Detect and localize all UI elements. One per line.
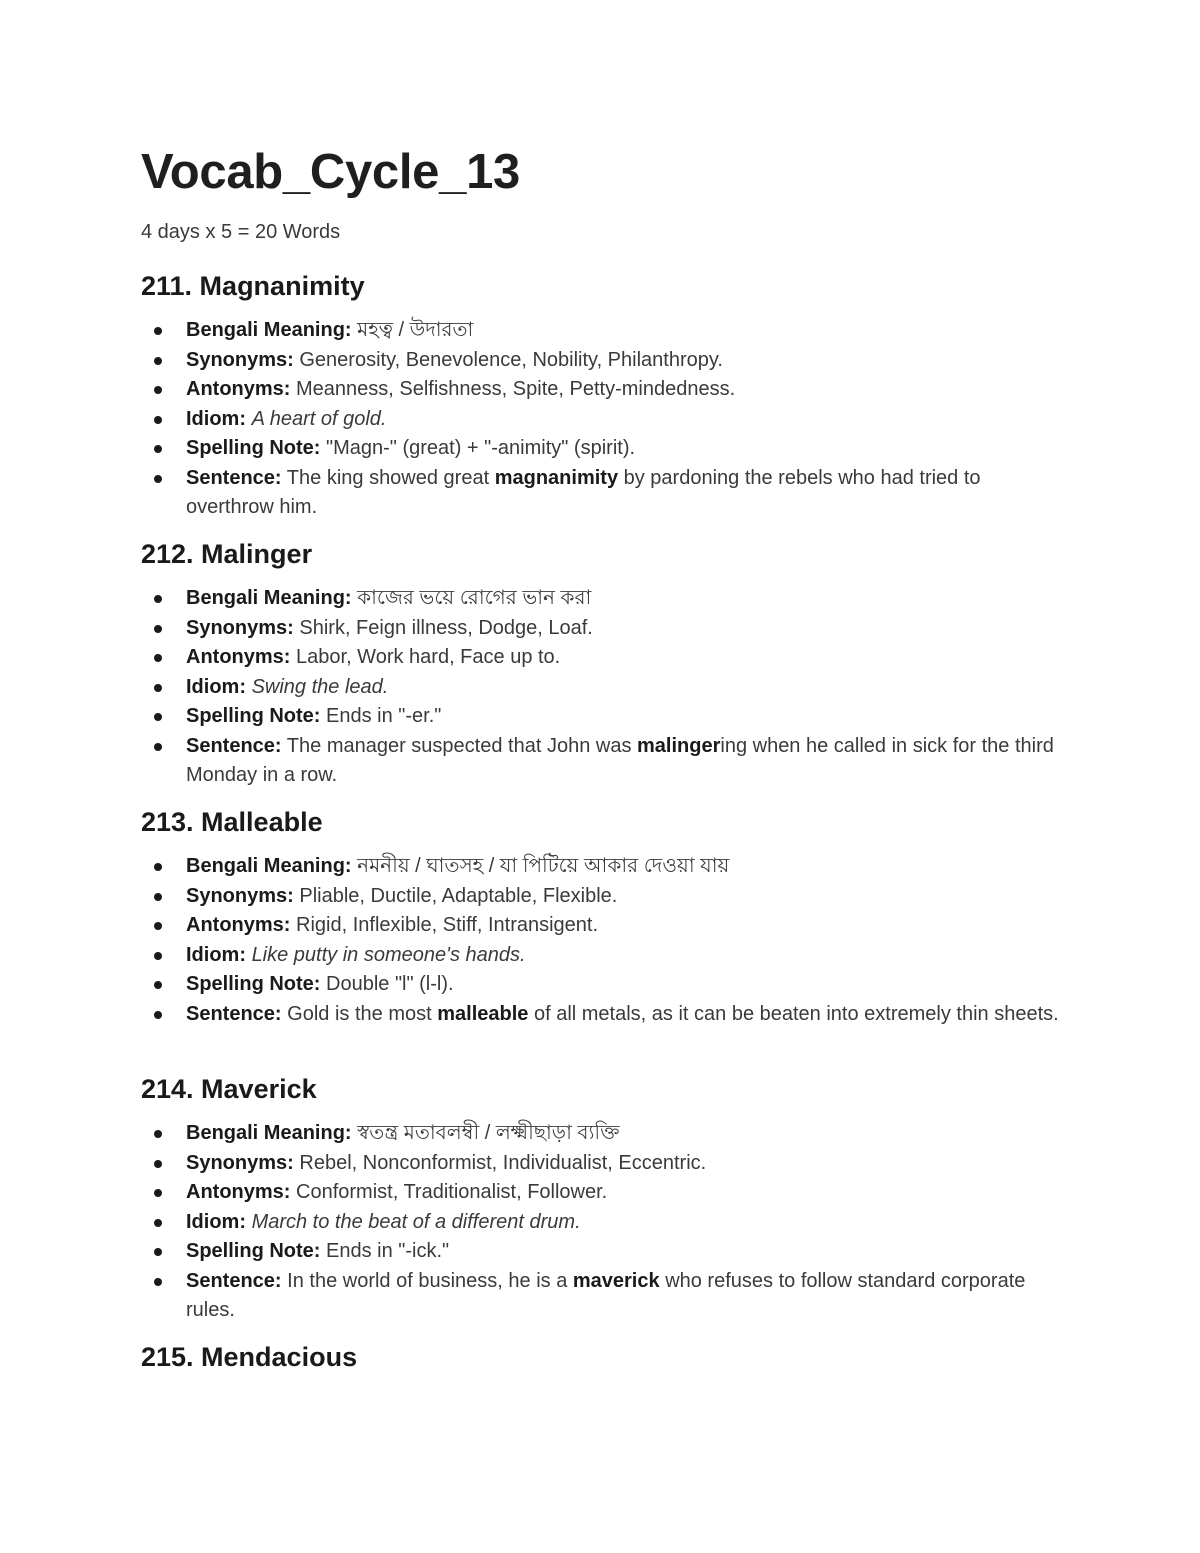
bullet-icon (154, 684, 162, 692)
bullet-icon (154, 475, 162, 483)
synonyms-value: Generosity, Benevolence, Nobility, Philanthropy. (299, 348, 723, 371)
bullet-icon (154, 416, 162, 424)
antonyms-label: Antonyms: (186, 378, 291, 400)
document-title: Vocab_Cycle_13 (141, 145, 520, 199)
synonyms-item (141, 614, 1061, 644)
spelling-note-label: Spelling Note: (186, 705, 321, 727)
bullet-icon (154, 654, 162, 662)
antonyms-item (141, 375, 1061, 405)
spelling-note-item (141, 970, 1061, 1000)
sentence-item (141, 732, 1061, 791)
idiom-item (141, 405, 1061, 435)
bullet-icon (154, 386, 162, 394)
bullet-icon (154, 743, 162, 751)
entry-heading: 214. Maverick (141, 1074, 317, 1104)
synonyms-item (141, 346, 1061, 376)
sentence-keyword: malleable (437, 1002, 529, 1025)
bullet-icon (154, 1219, 162, 1227)
sentence-keyword: malinger (637, 734, 721, 757)
entry-maverick (141, 1073, 1061, 1326)
sentence-label: Sentence: (186, 734, 282, 757)
synonyms-label: Synonyms: (186, 348, 294, 371)
bengali-meaning-item (141, 852, 1061, 882)
antonyms-value: Meanness, Selfishness, Spite, Petty-mindedness. (296, 378, 736, 400)
spelling-note-value: "Magn-" (great) + "-animity" (spirit). (326, 437, 636, 459)
sentence-item (141, 1267, 1061, 1326)
spelling-note-label: Spelling Note: (186, 973, 321, 995)
synonyms-label: Synonyms: (186, 884, 294, 907)
idiom-label: Idiom: (186, 1210, 246, 1233)
entry-heading: 215. Mendacious (141, 1342, 358, 1372)
bengali-meaning-value: নমনীয় / ঘাতসহ / যা পিটিয়ে আকার দেওয়া যায় (357, 855, 730, 877)
entry-details-list (141, 1119, 1061, 1326)
sentence-text-end: of all metals, as it can be beaten into extremely thin sheets. (533, 1002, 1059, 1025)
bengali-meaning-label: Bengali Meaning: (186, 1122, 352, 1144)
bengali-meaning-label: Bengali Meaning: (186, 855, 352, 877)
antonyms-item (141, 911, 1061, 941)
spelling-note-value: Double "l" (l-l). (326, 973, 454, 995)
entry-mendacious (141, 1341, 1061, 1373)
spelling-note-item (141, 1237, 1061, 1267)
bullet-icon (154, 1189, 162, 1197)
spelling-note-item (141, 702, 1061, 732)
bullet-icon (154, 981, 162, 989)
idiom-value: Swing the lead. (251, 675, 389, 698)
synonyms-label: Synonyms: (186, 1151, 294, 1174)
sentence-text-start: In the world of business, he is a (287, 1269, 568, 1292)
sentence-item (141, 464, 1061, 523)
antonyms-value: Conformist, Traditionalist, Follower. (296, 1181, 608, 1203)
bullet-icon (154, 1130, 162, 1138)
document-subtitle: 4 days x 5 = 20 Words (141, 221, 341, 243)
bullet-icon (154, 863, 162, 871)
idiom-label: Idiom: (186, 675, 246, 698)
bengali-meaning-label: Bengali Meaning: (186, 587, 352, 609)
entry-heading: 212. Malinger (141, 539, 313, 569)
antonyms-label: Antonyms: (186, 1181, 291, 1203)
idiom-value: Like putty in someone's hands. (251, 943, 526, 966)
antonyms-label: Antonyms: (186, 914, 291, 936)
bullet-icon (154, 952, 162, 960)
entry-heading: 213. Malleable (141, 807, 323, 837)
sentence-text-end: ing when he called in sick for the third Monday in a row. (186, 734, 1054, 786)
synonyms-value: Pliable, Ductile, Adaptable, Flexible. (299, 884, 618, 907)
bullet-icon (154, 1248, 162, 1256)
idiom-label: Idiom: (186, 407, 246, 430)
sentence-keyword: magnanimity (494, 466, 619, 489)
bullet-icon (154, 1278, 162, 1286)
entry-heading: 211. Magnanimity (141, 271, 365, 301)
entry-malleable (141, 806, 1061, 1029)
antonyms-item (141, 1178, 1061, 1208)
idiom-item (141, 1208, 1061, 1238)
entry-details-list (141, 316, 1061, 523)
idiom-value: March to the beat of a different drum. (251, 1210, 581, 1233)
entry-details-list (141, 584, 1061, 791)
sentence-item (141, 1000, 1061, 1030)
idiom-item (141, 673, 1061, 703)
antonyms-value: Labor, Work hard, Face up to. (296, 646, 561, 668)
bengali-meaning-value: কাজের ভয়ে রোগের ভান করা (357, 587, 592, 609)
entry-magnanimity (141, 270, 1061, 523)
sentence-label: Sentence: (186, 1269, 282, 1292)
bullet-icon (154, 445, 162, 453)
antonyms-item (141, 643, 1061, 673)
bullet-icon (154, 893, 162, 901)
sentence-label: Sentence: (186, 466, 282, 489)
idiom-value: A heart of gold. (251, 407, 387, 430)
entry-details-list (141, 852, 1061, 1029)
synonyms-value: Shirk, Feign illness, Dodge, Loaf. (299, 616, 593, 639)
sentence-text-start: The manager suspected that John was (286, 734, 632, 757)
bullet-icon (154, 625, 162, 633)
bullet-icon (154, 1011, 162, 1019)
spelling-note-value: Ends in "-er." (326, 705, 442, 727)
synonyms-label: Synonyms: (186, 616, 294, 639)
bullet-icon (154, 327, 162, 335)
spelling-note-item (141, 434, 1061, 464)
bengali-meaning-item (141, 316, 1061, 346)
bengali-meaning-value: স্বতন্ত্র মতাবলম্বী / লক্ষ্মীছাড়া ব্যক্তি (357, 1122, 620, 1144)
bullet-icon (154, 1160, 162, 1168)
sentence-text-start: Gold is the most (287, 1002, 432, 1025)
bengali-meaning-item (141, 1119, 1061, 1149)
bullet-icon (154, 922, 162, 930)
bengali-meaning-value: মহত্ব / উদারতা (357, 319, 474, 341)
sentence-text-end: by pardoning the rebels who had tried to overthrow him. (186, 466, 981, 518)
sentence-keyword: maverick (572, 1269, 660, 1292)
bengali-meaning-label: Bengali Meaning: (186, 319, 352, 341)
bengali-meaning-item (141, 584, 1061, 614)
sentence-label: Sentence: (186, 1002, 282, 1025)
spelling-note-label: Spelling Note: (186, 437, 321, 459)
bullet-icon (154, 713, 162, 721)
synonyms-item (141, 882, 1061, 912)
sentence-text-end: who refuses to follow standard corporate rules. (186, 1269, 1026, 1321)
entry-malinger (141, 538, 1061, 791)
idiom-label: Idiom: (186, 943, 246, 966)
bullet-icon (154, 595, 162, 603)
sentence-text-start: The king showed great (286, 466, 490, 489)
bullet-icon (154, 357, 162, 365)
antonyms-value: Rigid, Inflexible, Stiff, Intransigent. (296, 914, 599, 936)
synonyms-item (141, 1149, 1061, 1179)
spelling-note-value: Ends in "-ick." (326, 1240, 450, 1262)
spelling-note-label: Spelling Note: (186, 1240, 321, 1262)
idiom-item (141, 941, 1061, 971)
antonyms-label: Antonyms: (186, 646, 291, 668)
synonyms-value: Rebel, Nonconformist, Individualist, Eccentric. (299, 1151, 707, 1174)
